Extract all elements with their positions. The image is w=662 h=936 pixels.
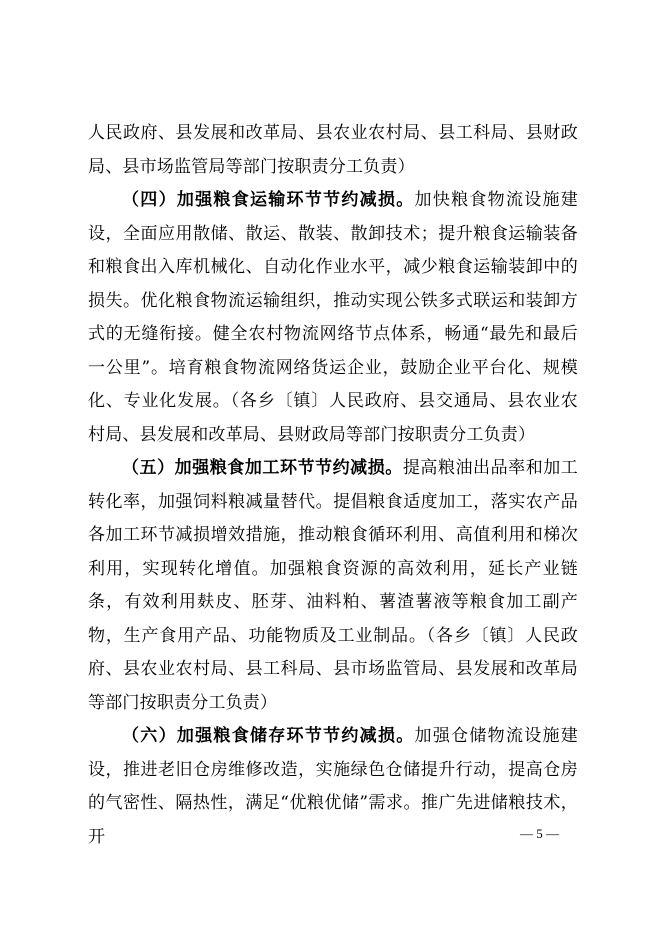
paragraph-heading: （四）加强粮食运输环节节约减损。	[122, 190, 415, 210]
paragraph-processing	[88, 452, 578, 720]
paragraph-heading: （五）加强粮食加工环节节约减损。	[122, 458, 403, 478]
paragraph-transport	[88, 184, 578, 452]
paragraph-heading: （六）加强粮食储存环节节约减损。	[122, 726, 415, 746]
paragraph-text: 加强仓储物流设施建设，推进老旧仓房维修改造，实施绿色仓储提升行动，提高仓房的气密性、隔热性，满足“优粮优储”需求。推广先进储粮技术，开	[88, 726, 578, 847]
paragraph-text: 人民政府、县发展和改革局、县农业农村局、县工科局、县财政局、县市场监管局等部门按职责分工负责）	[88, 123, 578, 177]
paragraph-text: 加快粮食物流设施建设，全面应用散储、散运、散装、散卸技术；提升粮食运输装备和粮食出入库机械化、自动化作业水平，减少粮食运输装卸中的损失。优化粮食物流运输组织，推动实现公铁多式联运和装卸方式的无缝衔接。健全农村物流网络节点体系，畅通“最先和最后一公里”。培育粮食物流网络货运企业，鼓励企业平台化、规模化、专业化发展。（各乡〔镇〕人民政府、县交通局、县农业农村局、县发展和改革局、县财政局等部门按职责分工负责）	[88, 190, 578, 445]
paragraph-storage	[88, 720, 578, 854]
page-number: — 5 —	[520, 826, 559, 841]
paragraph-continuation	[88, 117, 578, 184]
paragraph-text: 提高粮油出品率和加工转化率，加强饲料粮减量替代。提倡粮食适度加工，落实农产品各加工环节减损增效措施，推动粮食循环利用、高值利用和梯次利用，实现转化增值。加强粮食资源的高效利用，延长产业链条，有效利用麸皮、胚芽、油料粕、薯渣薯液等粮食加工副产物，生产食用产品、功能物质及工业制品。（各乡〔镇〕人民政府、县农业农村局、县工科局、县市场监管局、县发展和改革局等部门按职责分工负责）	[88, 458, 579, 713]
document-body	[88, 117, 578, 854]
